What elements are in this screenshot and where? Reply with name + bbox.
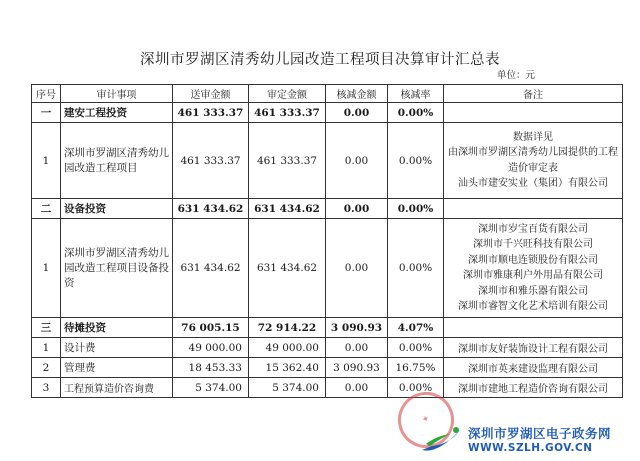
approved-amount: 631 434.62 [249, 199, 326, 219]
submitted-amount: 5 374.00 [173, 378, 249, 398]
reduction-amount: 0.00 [326, 338, 388, 358]
reduction-amount: 0.00 [326, 123, 388, 199]
remarks-cell [444, 103, 623, 123]
remark-line: 数据详见 [513, 131, 553, 143]
table-row [32, 219, 623, 318]
remarks-cell: 深圳市英来建设监理有限公司 [444, 358, 623, 378]
watermark-site-title: 深圳市罗湖区电子政务网 [468, 426, 612, 441]
remark-line: 深圳市雅康利户外用品有限公司 [463, 270, 603, 281]
remark-line: 深圳市岁宝百货有限公司 [478, 223, 588, 235]
item-name: 深圳市罗湖区清秀幼儿园改造工程项目设备投资 [61, 219, 173, 318]
section-row [32, 199, 623, 219]
reduction-rate: 0.00% [388, 199, 444, 219]
remarks-cell [444, 219, 623, 318]
header-cell: 审计事项 [61, 85, 173, 103]
remarks-cell: 深圳市建地工程造价咨询有限公司 [444, 378, 623, 398]
submitted-amount: 461 333.37 [173, 123, 249, 199]
remark-line: 深圳市和雅乐器有限公司 [478, 285, 588, 297]
approved-amount: 5 374.00 [249, 378, 326, 398]
watermark-site-url: WWW.SZLH.GOV.CN [468, 442, 593, 454]
reduction-amount: 0.00 [326, 103, 388, 123]
table-row [32, 123, 623, 199]
reduction-rate: 4.07% [388, 318, 444, 338]
table-row [32, 338, 623, 358]
remark-line: 深圳市顺电连锁股份有限公司 [468, 254, 598, 266]
section-row [32, 318, 623, 338]
item-name: 管理费 [61, 358, 173, 378]
remark-line: 由深圳市罗湖区清秀幼儿园提供的工程造价审定表 [448, 147, 618, 174]
remark-line: 深圳市千兴旺科技有限公司 [473, 239, 593, 250]
item-name: 深圳市罗湖区清秀幼儿园改造工程项目 [61, 123, 173, 199]
approved-amount: 461 333.37 [249, 103, 326, 123]
section-label: 建安工程投资 [61, 103, 173, 123]
table-row [32, 378, 623, 398]
header-cell: 核减金额 [326, 85, 388, 103]
approved-amount: 15 362.40 [249, 358, 326, 378]
submitted-amount: 631 434.62 [173, 219, 249, 318]
site-watermark [420, 420, 640, 458]
remarks-cell: 深圳市友好装饰设计工程有限公司 [444, 338, 623, 358]
item-number: 1 [32, 219, 61, 318]
reduction-rate: 0.00% [388, 338, 444, 358]
header-cell: 备注 [444, 85, 623, 103]
section-row [32, 103, 623, 123]
remarks-cell [444, 199, 623, 219]
reduction-rate: 0.00% [388, 219, 444, 318]
approved-amount: 631 434.62 [249, 219, 326, 318]
submitted-amount: 461 333.37 [173, 103, 249, 123]
item-name: 工程预算造价咨询费 [61, 378, 173, 398]
reduction-amount: 3 090.93 [326, 318, 388, 338]
approved-amount: 72 914.22 [249, 318, 326, 338]
remark-line: 深圳市睿智文化艺术培训有限公司 [458, 301, 608, 312]
item-number: 2 [32, 358, 61, 378]
approved-amount: 461 333.37 [249, 123, 326, 199]
remarks-cell [444, 318, 623, 338]
header-cell: 审定金额 [249, 85, 326, 103]
reduction-amount: 0.00 [326, 219, 388, 318]
header-cell: 序号 [32, 85, 61, 103]
item-number: 1 [32, 123, 61, 199]
reduction-amount: 0.00 [326, 378, 388, 398]
submitted-amount: 631 434.62 [173, 199, 249, 219]
official-seal-stamp: ✦ [390, 384, 462, 456]
reduction-amount: 0.00 [326, 199, 388, 219]
item-number: 1 [32, 338, 61, 358]
audit-summary-table [31, 84, 623, 398]
submitted-amount: 18 453.33 [173, 358, 249, 378]
reduction-rate: 0.00% [388, 103, 444, 123]
reduction-amount: 3 090.93 [326, 358, 388, 378]
section-label: 待摊投资 [61, 318, 173, 338]
table-row [32, 358, 623, 378]
section-label: 设备投资 [61, 199, 173, 219]
header-cell: 送审金额 [173, 85, 249, 103]
remarks-cell [444, 123, 623, 199]
unit-label: 单位：元 [497, 70, 536, 81]
section-number: 二 [32, 199, 61, 219]
submitted-amount: 49 000.00 [173, 338, 249, 358]
section-number: 三 [32, 318, 61, 338]
reduction-rate: 0.00% [388, 378, 444, 398]
section-number: 一 [32, 103, 61, 123]
reduction-rate: 0.00% [388, 123, 444, 199]
approved-amount: 49 000.00 [249, 338, 326, 358]
item-name: 设计费 [61, 338, 173, 358]
reduction-rate: 16.75% [388, 358, 444, 378]
submitted-amount: 76 005.15 [173, 318, 249, 338]
table-header-row [32, 85, 623, 103]
header-cell: 核减率 [388, 85, 444, 103]
item-number: 3 [32, 378, 61, 398]
swoosh-logo-icon [420, 424, 464, 454]
remark-line: 汕头市建安实业（集团）有限公司 [458, 178, 608, 189]
document-title: 深圳市罗湖区清秀幼儿园改造工程项目决算审计汇总表 [140, 52, 500, 68]
